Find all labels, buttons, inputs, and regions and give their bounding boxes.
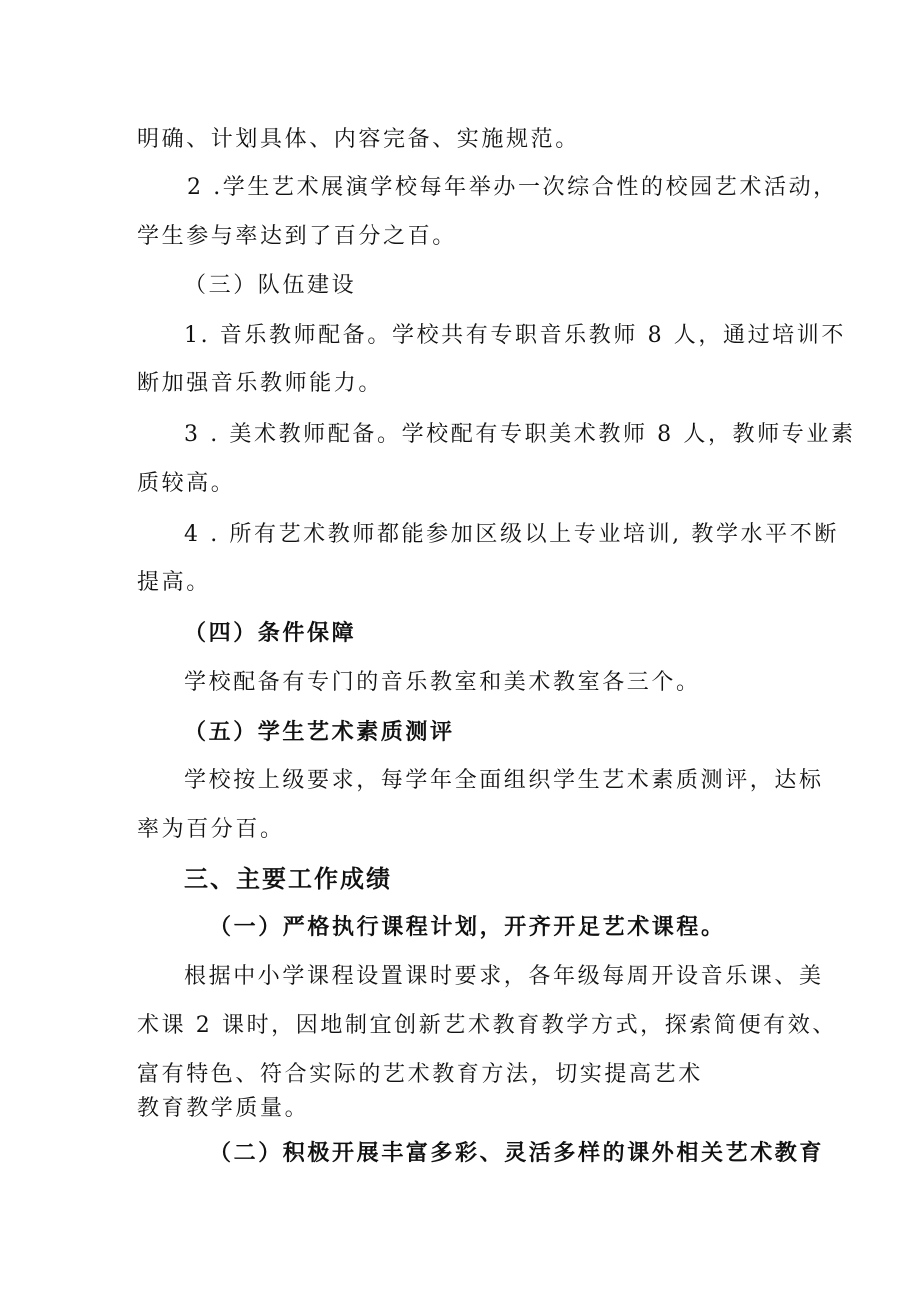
paragraph-line: 学校按上级要求，每学年全面组织学生艺术素质测评，达标: [184, 768, 824, 793]
section-heading: （二）积极开展丰富多彩、灵活多样的课外相关艺术教育: [209, 1140, 825, 1166]
paragraph-line: 3 . 美术教师配备。学校配有专职美术教师 8 人，教师专业素: [184, 422, 856, 447]
section-heading: （一）严格执行课程计划，开齐开足艺术课程。: [209, 914, 726, 940]
paragraph-line: 1. 音乐教师配备。学校共有专职音乐教师 8 人，通过培训不: [184, 323, 846, 348]
paragraph-line: 富有特色、符合实际的艺术教育方法，切实提高艺术: [137, 1062, 703, 1087]
paragraph-line: 质较高。: [137, 471, 236, 496]
paragraph-line: 根据中小学课程设置课时要求，各年级每周开设音乐课、美: [184, 964, 824, 989]
paragraph-line: 提高。: [137, 570, 211, 595]
paragraph-line: 教育教学质量。: [137, 1096, 310, 1121]
paragraph-line: 2 .学生艺术展演学校每年举办一次综合性的校园艺术活动，: [187, 175, 838, 200]
paragraph-line: 4 . 所有艺术教师都能参加区级以上专业培训, 教学水平不断: [184, 522, 839, 547]
paragraph-line: 率为百分百。: [137, 817, 285, 842]
paragraph-line: 学校配备有专门的音乐教室和美术教室各三个。: [184, 670, 701, 695]
section-heading: （五）学生艺术素质测评: [184, 719, 455, 745]
chapter-heading: 三、主要工作成绩: [184, 864, 392, 893]
section-heading: （三）队伍建设: [184, 273, 357, 298]
paragraph-line: 断加强音乐教师能力。: [137, 371, 384, 396]
paragraph-line: 术课 2 课时，因地制宜创新艺术教育教学方式，探索简便有效、: [137, 1013, 837, 1038]
paragraph-line: 明确、计划具体、内容完备、实施规范。: [137, 127, 580, 152]
section-heading: （四）条件保障: [184, 620, 357, 646]
paragraph-line: 学生参与率达到了百分之百。: [137, 224, 457, 249]
